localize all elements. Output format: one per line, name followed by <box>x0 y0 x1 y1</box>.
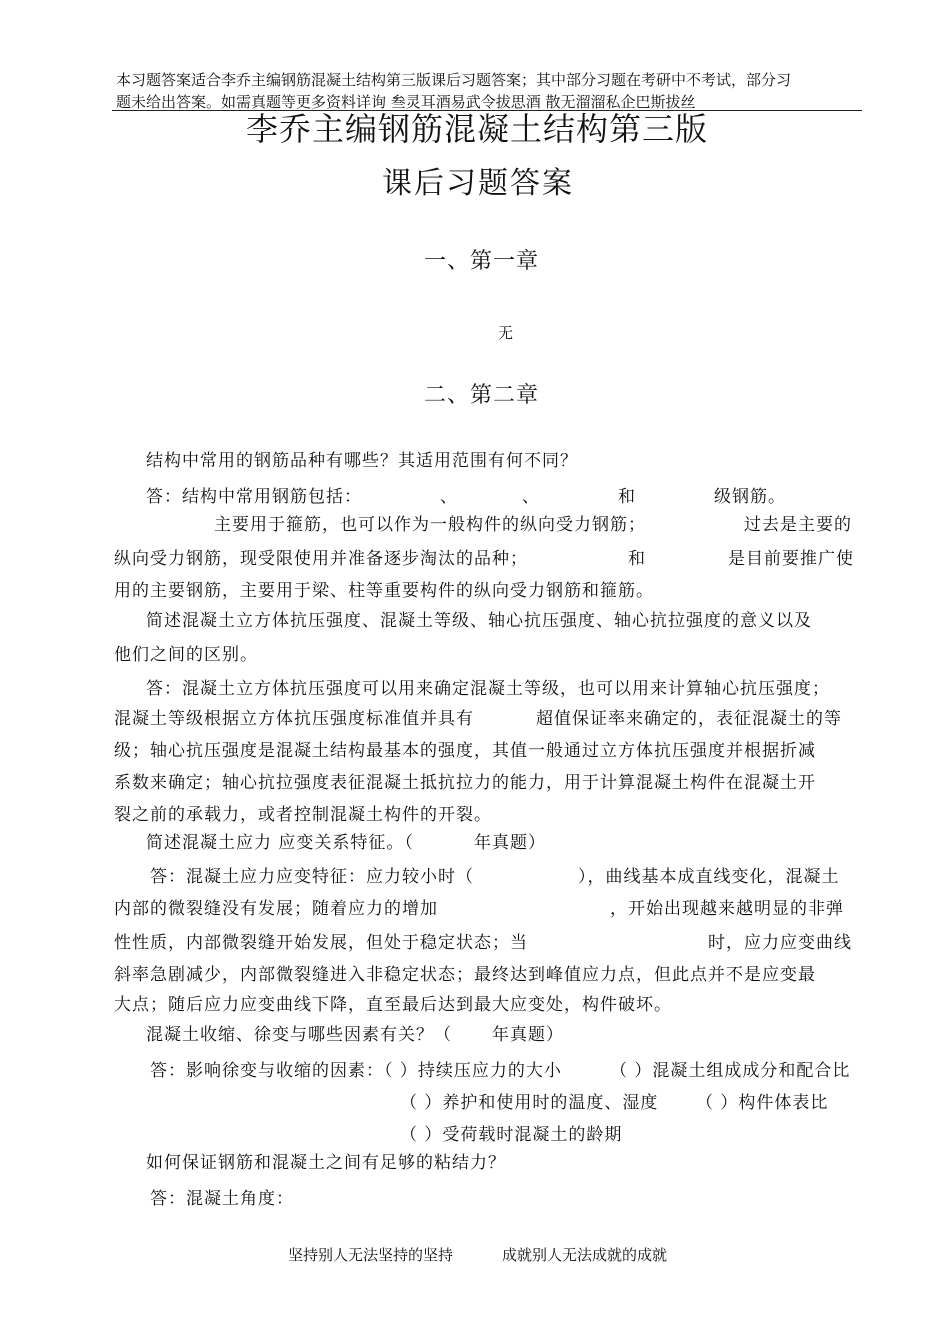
answer-2-line2-a: 混凝土等级根据立方体抗压强度标准值并具有 <box>114 709 474 729</box>
answer-2-line3: 级；轴心抗压强度是混凝土结构最基本的强度，其值一般通过立方体抗压强度并根据折减 <box>114 741 816 761</box>
answer-3-line2-a: 内部的微裂缝没有发展；随着应力的增加 <box>114 899 438 919</box>
chapter2-heading: 二、第二章 <box>424 383 540 408</box>
question-4-b: 年真题） <box>492 1025 564 1045</box>
answer-1-line3-a: 纵向受力钢筋，现受限使用并准备逐步淘汰的品种； <box>114 549 528 569</box>
answer-1-line3-b: 和 <box>628 549 646 569</box>
question-2-line2: 他们之间的区别。 <box>114 645 258 665</box>
footer-right: 成就别人无法成就的成就 <box>502 1246 668 1264</box>
answer-4-line3: （ ）受荷载时混凝土的龄期 <box>400 1125 623 1145</box>
answer-1-line2-b: 过去是主要的 <box>744 515 852 535</box>
answer-2-line1: 答：混凝土立方体抗压强度可以用来确定混凝土等级，也可以用来计算轴心抗压强度； <box>146 679 830 699</box>
answer-3-line3-a: 性性质，内部微裂缝开始发展，但处于稳定状态；当 <box>114 933 528 953</box>
answer-2-line4: 系数来确定；轴心抗拉强度表征混凝土抵抗拉力的能力，用于计算混凝土构件在混凝土开 <box>114 773 816 793</box>
question-5: 如何保证钢筋和混凝土之间有足够的粘结力？ <box>146 1153 506 1173</box>
header-note-line1: 本习题答案适合李乔主编钢筋混凝土结构第三版课后习题答案；其中部分习题在考研中不考试，部分习 <box>116 71 792 89</box>
answer-4-line2-b: （ ）构件体表比 <box>696 1093 829 1113</box>
answer-1-line1-d: 和 <box>618 487 636 507</box>
answer-1-line4: 用的主要钢筋，主要用于梁、柱等重要构件的纵向受力钢筋和箍筋。 <box>114 581 654 601</box>
answer-1-line1-c: 、 <box>522 487 540 507</box>
chapter1-heading: 一、第一章 <box>424 249 540 274</box>
question-2-line1: 简述混凝土立方体抗压强度、混凝土等级、轴心抗压强度、轴心抗拉强度的意义以及 <box>146 611 812 631</box>
answer-2-line2-b: 超值保证率来确定的，表征混凝土的等 <box>536 709 842 729</box>
answer-3-line5: 大点；随后应力应变曲线下降，直至最后达到最大应变处，构件破坏。 <box>114 995 672 1015</box>
header-note-line2: 题未给出答案。如需真题等更多资料详询 叁灵耳酒易武令拔思酒 散无溜溜私企巴斯拔丝 <box>116 93 696 111</box>
answer-2-line5: 裂之前的承载力，或者控制混凝土构件的开裂。 <box>114 805 492 825</box>
answer-4-line1-a: 答：影响徐变与收缩的因素：（ ）持续压应力的大小 <box>150 1061 562 1081</box>
footer-left: 坚持别人无法坚持的坚持 <box>288 1246 454 1264</box>
document-subtitle: 课后习题答案 <box>382 166 574 201</box>
answer-1-line1-b: 、 <box>440 487 458 507</box>
question-3-b: 年真题） <box>474 833 546 853</box>
answer-1-line1-e: 级钢筋。 <box>714 487 786 507</box>
document-title: 李乔主编钢筋混凝土结构第三版 <box>246 110 709 148</box>
question-4-a: 混凝土收缩、徐变与哪些因素有关？（ <box>146 1025 452 1045</box>
question-1: 结构中常用的钢筋品种有哪些？其适用范围有何不同？ <box>146 451 578 471</box>
answer-1-line3-c: 是目前要推广使 <box>728 549 854 569</box>
answer-3-line3-b: 时，应力应变曲线 <box>708 933 852 953</box>
answer-3-line1-a: 答：混凝土应力应变特征：应力较小时（ <box>150 867 474 887</box>
answer-1-line1-a: 答：结构中常用钢筋包括： <box>146 487 362 507</box>
answer-4-line2-a: （ ）养护和使用时的温度、湿度 <box>400 1093 659 1113</box>
answer-3-line4: 斜率急剧减少，内部微裂缝进入非稳定状态；最终达到峰值应力点，但此点并不是应变最 <box>114 965 816 985</box>
answer-3-line1-b: ），曲线基本成直线变化，混凝土 <box>578 867 840 887</box>
question-3-a: 简述混凝土应力 应变关系特征。（ <box>146 833 414 853</box>
chapter1-content: 无 <box>498 324 514 342</box>
answer-5: 答：混凝土角度： <box>150 1189 294 1209</box>
answer-1-line2-a: 主要用于箍筋，也可以作为一般构件的纵向受力钢筋； <box>214 515 646 535</box>
answer-3-line2-b: ，开始出现越来越明显的非弹 <box>610 899 844 919</box>
answer-4-line1-b: （ ）混凝土组成成分和配合比 <box>610 1061 851 1081</box>
